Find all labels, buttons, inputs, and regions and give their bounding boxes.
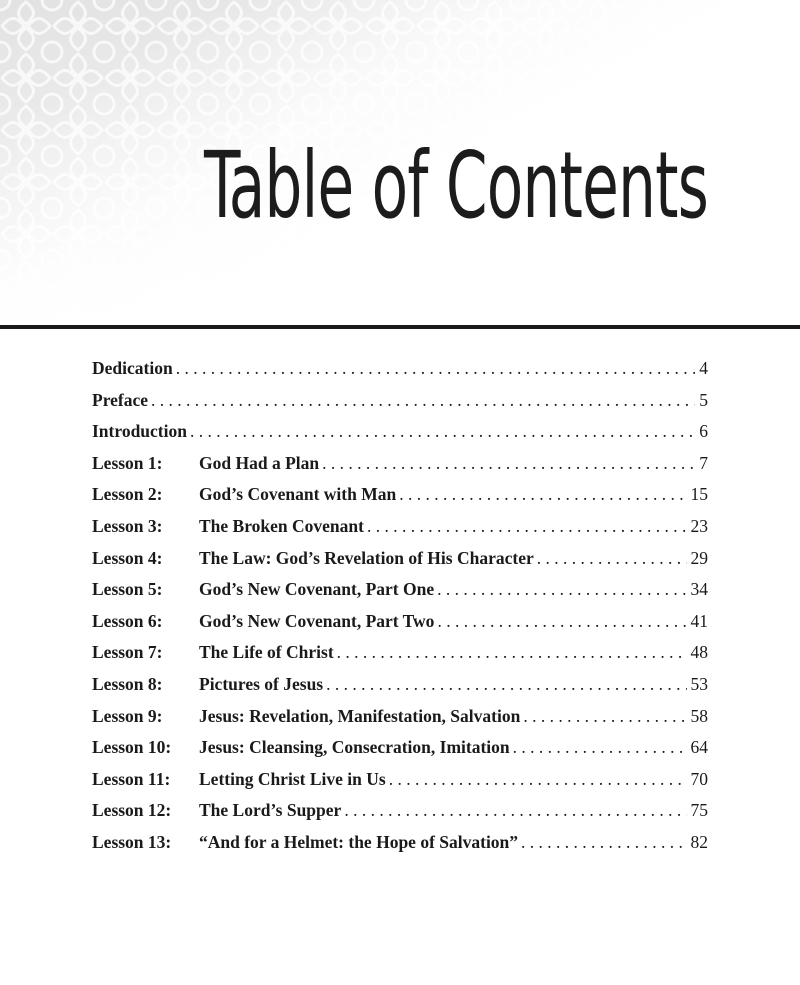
toc-entry-lesson-number: Lesson 3: xyxy=(92,515,163,536)
toc-dot-leader xyxy=(326,674,686,695)
toc-entry xyxy=(92,484,708,516)
toc-entry-lesson-number: Lesson 13: xyxy=(92,831,172,852)
toc-entry xyxy=(92,390,708,422)
toc-entry-lesson-number: Lesson 7: xyxy=(92,642,163,663)
toc-entry-title: Letting Christ Live in Us xyxy=(199,768,386,789)
toc-entry xyxy=(92,674,708,706)
toc-entry xyxy=(92,421,708,453)
toc-entry-lesson-number: Lesson 8: xyxy=(92,673,163,694)
toc-entry xyxy=(92,548,708,580)
toc-entry-page-number: 82 xyxy=(690,831,708,852)
toc-entry xyxy=(92,769,708,801)
toc-dot-leader xyxy=(337,642,687,663)
toc-entry-page-number: 34 xyxy=(690,579,708,600)
toc-dot-leader xyxy=(389,769,687,790)
toc-dot-leader xyxy=(521,832,686,853)
toc-entry-page-number: 70 xyxy=(690,768,708,789)
toc-dot-leader xyxy=(190,421,695,442)
toc-entry-title: “And for a Helmet: the Hope of Salvation” xyxy=(199,831,519,852)
toc-entry-page-number: 58 xyxy=(690,705,708,726)
table-of-contents xyxy=(92,358,708,864)
toc-entry xyxy=(92,579,708,611)
toc-entry-title: God’s New Covenant, Part One xyxy=(199,579,435,600)
toc-entry-title: God’s New Covenant, Part Two xyxy=(199,610,435,631)
toc-entry-page-number: 5 xyxy=(699,389,708,410)
toc-entry-page-number: 53 xyxy=(690,673,708,694)
toc-entry xyxy=(92,358,708,390)
toc-dot-leader xyxy=(513,737,687,758)
toc-dot-leader xyxy=(176,358,696,379)
toc-entry-lesson-number: Lesson 6: xyxy=(92,610,163,631)
toc-entry-title: Dedication xyxy=(92,358,173,378)
toc-entry xyxy=(92,800,708,832)
toc-entry-title: God Had a Plan xyxy=(199,452,320,473)
toc-entry xyxy=(92,516,708,548)
toc-entry xyxy=(92,453,708,485)
header-banner xyxy=(0,0,800,330)
toc-entry-page-number: 7 xyxy=(699,452,708,473)
toc-entry-title: Preface xyxy=(92,389,149,410)
toc-entry-title: The Broken Covenant xyxy=(199,515,364,536)
toc-entry-title: The Law: God’s Revelation of His Character xyxy=(199,547,534,568)
toc-entry-title: Jesus: Revelation, Manifestation, Salvation xyxy=(199,705,521,726)
toc-entry-title: The Life of Christ xyxy=(199,642,334,663)
toc-dot-leader xyxy=(367,516,687,537)
toc-entry-lesson-number: Lesson 4: xyxy=(92,547,163,568)
toc-entry-page-number: 75 xyxy=(690,800,708,821)
toc-dot-leader xyxy=(437,579,686,600)
toc-dot-leader xyxy=(523,706,686,727)
toc-entry-page-number: 48 xyxy=(690,642,708,663)
toc-entry-lesson-number: Lesson 9: xyxy=(92,705,163,726)
toc-entry xyxy=(92,737,708,769)
toc-dot-leader xyxy=(537,548,687,569)
toc-entry xyxy=(92,642,708,674)
header-divider xyxy=(0,325,800,329)
toc-entry-page-number: 41 xyxy=(690,610,708,631)
toc-entry-page-number: 6 xyxy=(699,421,708,442)
toc-entry xyxy=(92,706,708,738)
toc-entry-page-number: 4 xyxy=(699,358,708,378)
toc-dot-leader xyxy=(437,611,686,632)
toc-entry-lesson-number: Lesson 2: xyxy=(92,484,163,505)
toc-entry-title: God’s Covenant with Man xyxy=(199,484,397,505)
toc-entry-title: The Lord’s Supper xyxy=(199,800,342,821)
page-title: Table of Contents xyxy=(203,132,708,239)
toc-entry-page-number: 23 xyxy=(690,515,708,536)
toc-entry-title: Jesus: Cleansing, Consecration, Imitation xyxy=(199,737,510,758)
toc-entry xyxy=(92,832,708,864)
toc-entry-page-number: 15 xyxy=(690,484,708,505)
toc-entry-page-number: 29 xyxy=(690,547,708,568)
toc-entry-page-number: 64 xyxy=(690,737,708,758)
toc-entry-lesson-number: Lesson 12: xyxy=(92,800,172,821)
toc-entry xyxy=(92,611,708,643)
toc-entry-title: Introduction xyxy=(92,421,187,442)
toc-entry-lesson-number: Lesson 1: xyxy=(92,452,163,473)
toc-dot-leader xyxy=(344,800,686,821)
toc-entry-lesson-number: Lesson 11: xyxy=(92,768,171,789)
toc-dot-leader xyxy=(399,484,686,505)
toc-entry-lesson-number: Lesson 5: xyxy=(92,579,163,600)
toc-dot-leader xyxy=(151,390,695,411)
toc-entry-lesson-number: Lesson 10: xyxy=(92,737,172,758)
toc-dot-leader xyxy=(322,453,695,474)
toc-entry-title: Pictures of Jesus xyxy=(199,673,324,694)
